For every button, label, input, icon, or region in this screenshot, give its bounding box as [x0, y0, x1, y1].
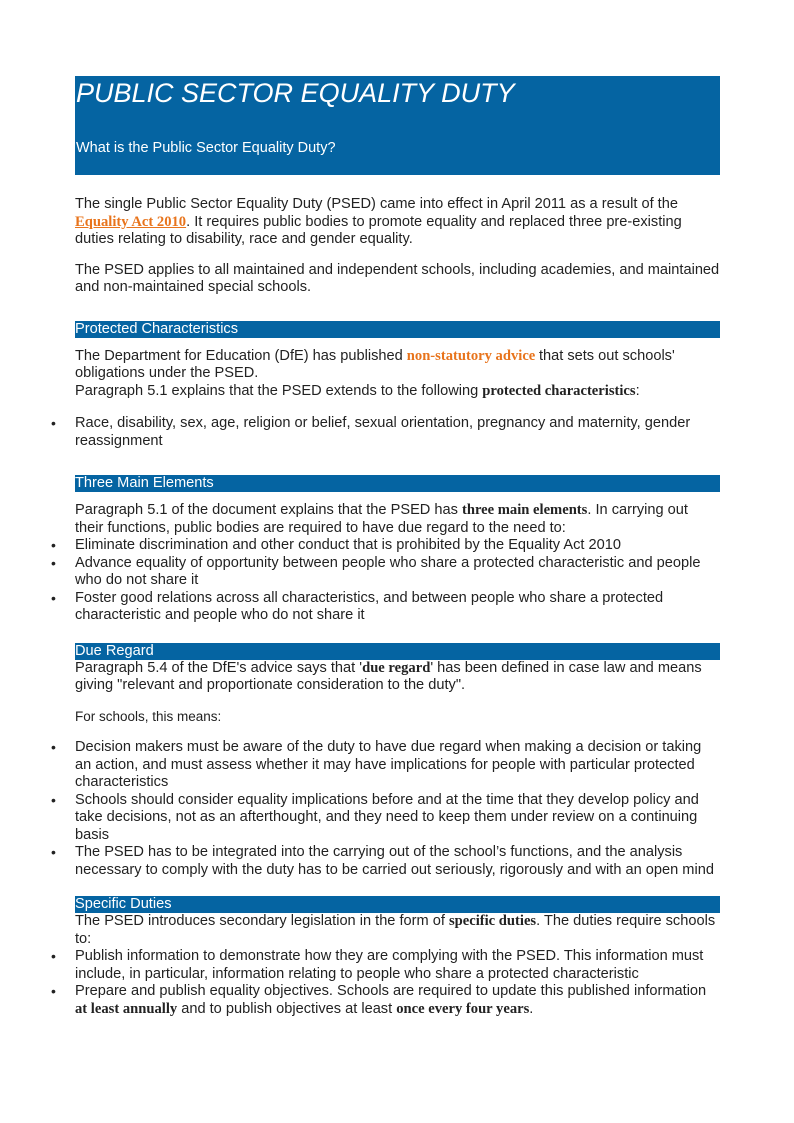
at-least-annually-term: at least annually — [75, 1000, 178, 1017]
list-item — [51, 537, 720, 555]
bullet-icon: • — [51, 844, 56, 860]
bullet-icon: • — [51, 983, 56, 999]
three-main-elements-term: three main elements — [461, 502, 588, 518]
bullet-icon: • — [51, 739, 56, 755]
bullet-icon: • — [51, 948, 56, 964]
protected-p2-text-a: Paragraph 5.1 explains that the PSED extends to the following — [75, 382, 483, 399]
due-regard-term: due regard — [362, 659, 431, 676]
due-regard-paragraph — [75, 660, 720, 695]
bullet-icon: • — [51, 415, 56, 431]
list-item-text-b: and to publish objectives at least — [177, 1000, 397, 1017]
list-item-text: Schools should consider equality implications before and at the time that they develop policy and take decisions, not as an afterthought, and they need to keep them under review on a continuing basis — [75, 791, 699, 843]
protected-paragraph-2 — [75, 383, 720, 401]
list-item-text: Race, disability, sex, age, religion or belief, sexual orientation, pregnancy and maternity, gender reassignment — [75, 415, 691, 449]
specific-text-b: . The duties require schools to: — [75, 913, 716, 947]
bullet-icon: • — [51, 589, 56, 606]
section-heading-elements: Three Main Elements — [75, 475, 720, 492]
list-item — [51, 589, 720, 625]
list-item-text: Eliminate discrimination and other conduct that is prohibited by the Equality Act 2010 — [75, 537, 621, 553]
bullet-icon: • — [51, 537, 56, 553]
list-item — [51, 983, 720, 1018]
four-years-term: once every four years — [396, 1000, 530, 1017]
intro-paragraph-1 — [75, 196, 720, 249]
equality-act-link[interactable]: Equality Act 2010 — [75, 213, 187, 230]
protected-p2-text-b: : — [635, 382, 640, 399]
list-item-text: Advance equality of opportunity between people who share a protected characteristic and people who do not share it — [75, 554, 701, 588]
protected-text-b: that sets out schools' obligations under the PSED. — [75, 347, 675, 381]
list-item-text: Foster good relations across all characteristics, and between people who share a protected characteristic and people who do not share it — [75, 589, 664, 623]
list-item — [51, 739, 720, 792]
due-regard-text-b: ' has been defined in case law and means giving "relevant and proportionate consideration to the duty". — [75, 659, 702, 693]
specific-duties-term: specific duties — [448, 913, 537, 929]
elements-list — [51, 537, 720, 625]
bullet-icon: • — [51, 791, 56, 808]
non-statutory-advice-link[interactable]: non-statutory advice — [406, 347, 539, 364]
list-item — [51, 791, 720, 845]
protected-paragraph-1 — [75, 348, 720, 383]
specific-list — [51, 948, 720, 1018]
list-item-text: Decision makers must be aware of the duty to have due regard when making a decision or taking an action, and must assess whether it may have implications for people with particular protected characteristics — [75, 739, 702, 790]
list-item — [51, 554, 720, 590]
list-item-text-c: . — [529, 1000, 534, 1017]
elements-text-b: . In carrying out their functions, public bodies are required to have due regard to the need to: — [75, 502, 688, 536]
elements-text-a: Paragraph 5.1 of the document explains that the PSED has — [75, 502, 462, 518]
list-item — [51, 948, 720, 983]
intro-paragraph-2: The PSED applies to all maintained and independent schools, including academies, and maintained and non-maintained special schools. — [75, 261, 720, 295]
elements-paragraph — [75, 502, 720, 537]
due-regard-list — [51, 739, 720, 879]
bullet-icon: • — [51, 554, 56, 571]
intro-text-a: The single Public Sector Equality Duty (PSED) came into effect in April 2011 as a result of the — [75, 196, 678, 212]
intro-text-b: . It requires public bodies to promote equality and replaced three pre-existing duties relating to disability, race and gender equality. — [75, 213, 682, 247]
page-title: PUBLIC SECTOR EQUALITY DUTY — [76, 78, 515, 108]
page-subtitle: What is the Public Sector Equality Duty? — [76, 140, 336, 156]
section-heading-protected: Protected Characteristics — [75, 321, 720, 338]
due-regard-text-a: Paragraph 5.4 of the DfE's advice says that ' — [75, 659, 363, 676]
due-regard-intro: For schools, this means: — [75, 708, 222, 724]
list-item-text: The PSED has to be integrated into the carrying out of the school’s functions, and the analysis necessary to comply with the duty has to be carried out seriously, rigorously and with an open mind — [75, 844, 714, 878]
list-item — [51, 415, 720, 450]
protected-text-a: The Department for Education (DfE) has published — [75, 347, 407, 364]
section-heading-specific: Specific Duties — [75, 896, 720, 913]
protected-list — [51, 415, 720, 450]
protected-characteristics-term: protected characteristics — [482, 382, 636, 399]
list-item — [51, 844, 720, 879]
title-banner — [75, 76, 720, 175]
document-page — [51, 76, 720, 1018]
list-item-text: Publish information to demonstrate how they are complying with the PSED. This information must include, in particular, information relating to people who share a protected characteristic — [75, 948, 704, 982]
specific-paragraph — [75, 913, 720, 948]
section-heading-due-regard: Due Regard — [75, 643, 720, 660]
list-item-text-a: Prepare and publish equality objectives. Schools are required to update this published information — [75, 983, 707, 999]
specific-text-a: The PSED introduces secondary legislation in the form of — [75, 913, 449, 929]
